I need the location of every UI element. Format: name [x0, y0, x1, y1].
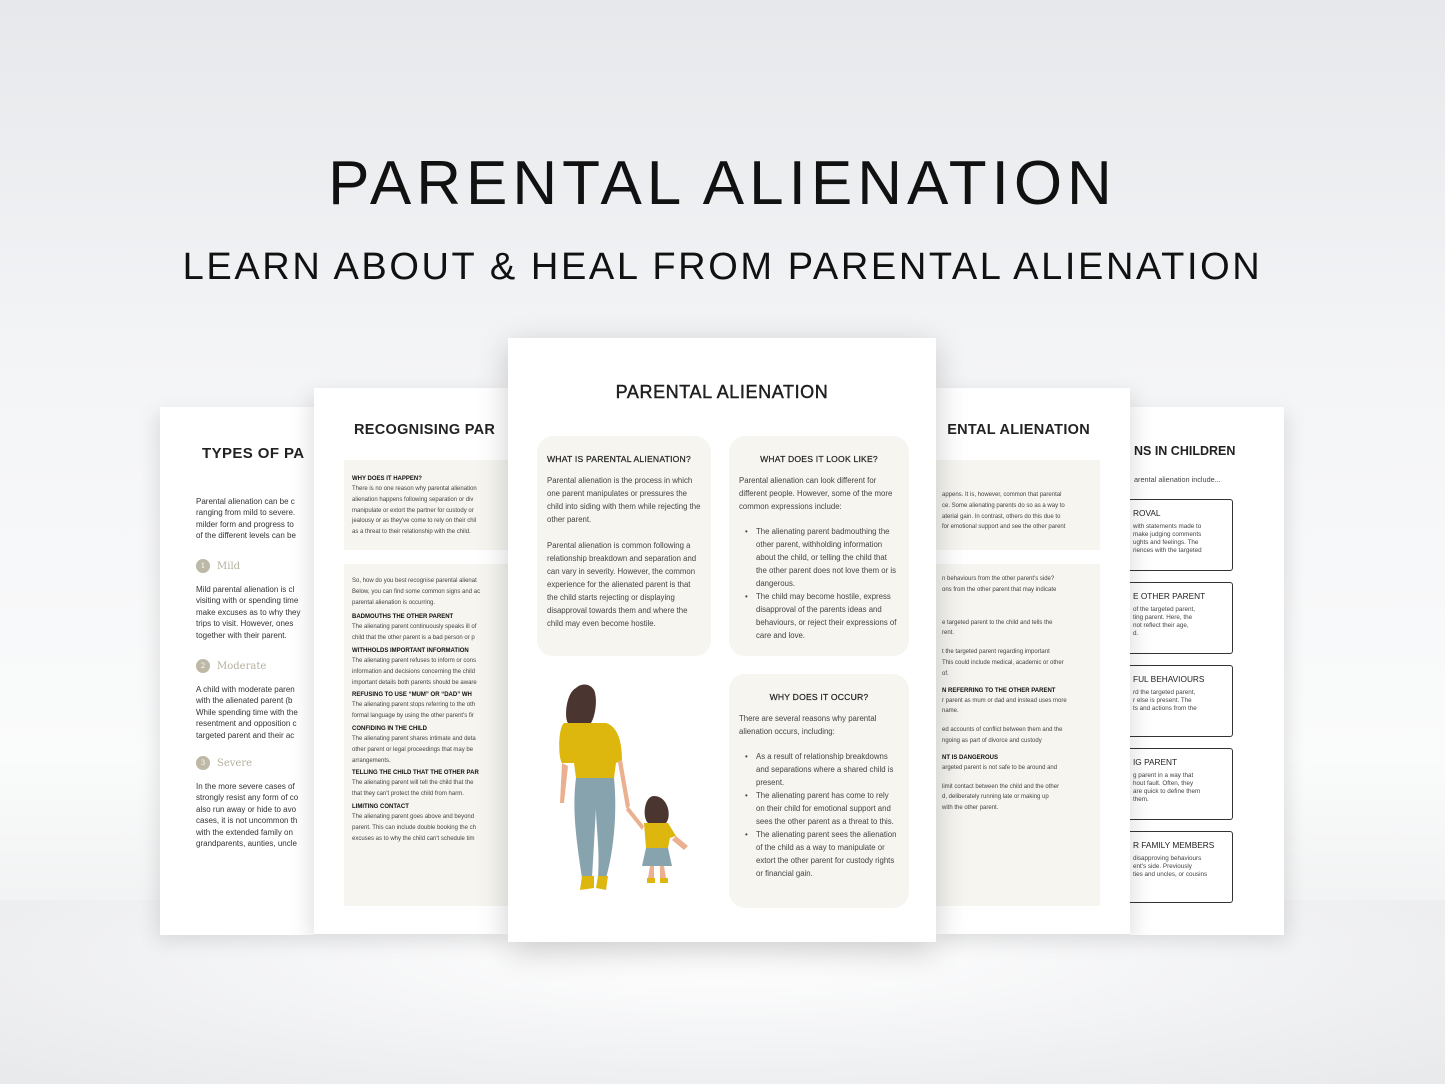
sign-box-text: make judging comments — [1133, 531, 1202, 538]
bullet-item: • The alienating parent sees the alienation of the child as a way to manipulate or extort the other parent for custody rights or financial gain. — [739, 828, 899, 880]
text-line: The alienating parent goes above and beyond — [352, 813, 475, 820]
text-line: appens. It is, however, common that parental — [942, 492, 1062, 498]
text-line: important details both parents should be aware — [352, 679, 477, 686]
sign-item — [352, 726, 508, 766]
page-signs-in-children — [1130, 407, 1284, 935]
sign-box-text: ughts and feelings. The — [1133, 539, 1199, 546]
level-heading — [196, 559, 240, 573]
sign-box-text: d. — [1133, 630, 1139, 637]
bullet-item: • As a result of relationship breakdowns and separations where a shared child is present. — [739, 750, 899, 789]
sign-heading: REFUSING TO USE “MUM” OR “DAD” WH — [352, 692, 472, 699]
signs-box — [936, 564, 1100, 906]
sign-box — [1130, 499, 1233, 571]
text-line: The alienating parent refuses to inform or cons — [352, 657, 477, 664]
sign-box-text: not reflect their age, — [1133, 622, 1189, 629]
text-line: There is no one reason why parental alienation — [352, 486, 477, 492]
text-line: milder form and progress to — [196, 519, 294, 529]
main-title: PARENTAL ALIENATION — [328, 149, 1117, 218]
sign-item — [942, 647, 1100, 679]
sign-box — [1130, 582, 1233, 654]
sign-text — [942, 618, 1100, 640]
sign-box-text: rd the targeted parent, — [1133, 689, 1196, 696]
sign-text — [352, 778, 508, 800]
level-heading — [196, 659, 266, 673]
section-heading: WHY DOES IT HAPPEN? — [352, 476, 422, 482]
text-line: The alienating parent continuously speaks ill of — [352, 624, 477, 631]
sign-box-text: ting parent. Here, the — [1133, 614, 1193, 621]
text-line: make excuses as to why they — [196, 607, 301, 617]
level-number-badge: 1 — [196, 559, 210, 573]
sign-box-title: FUL BEHAVIOURS — [1133, 674, 1205, 684]
sign-text — [352, 622, 508, 644]
text-line: rent. — [942, 630, 955, 637]
text-line: strongly resist any form of co — [196, 793, 299, 803]
text-line: also run away or hide to avo — [196, 804, 297, 814]
sign-box-text: g parent in a way that — [1133, 772, 1194, 779]
sign-box — [1130, 665, 1233, 737]
text-line: together with their parent. — [196, 630, 287, 640]
why-happen-box — [344, 460, 508, 550]
card-heading: WHY DOES IT OCCUR? — [769, 692, 869, 702]
text-line: argeted parent is not safe to be around and — [942, 764, 1058, 771]
level-text — [196, 684, 298, 741]
text-line: ngoing as part of divorce and custody — [942, 737, 1042, 744]
text-line: targeted parent and their ac — [196, 730, 295, 740]
text-line: A child with moderate paren — [196, 685, 295, 694]
level-text — [196, 781, 298, 849]
page-recognising-continued — [936, 388, 1130, 934]
sign-item — [942, 725, 1100, 747]
text-line: with the extended family on — [196, 827, 293, 837]
text-line: manipulate or extort the partner for custody or — [352, 507, 474, 514]
text-line: So, how do you best recognise parental alienat — [352, 578, 477, 584]
sign-box-text: ties and uncles, or cousins — [1133, 871, 1208, 878]
text-line: This could include medical, academic or other — [942, 659, 1064, 666]
text-line: Mild parental alienation is cl — [196, 585, 295, 594]
text-line: trips to visit. However, ones — [196, 619, 294, 629]
sign-box-text: disapproving behaviours — [1133, 855, 1202, 862]
text-line: r parent as mum or dad and instead uses more — [942, 697, 1067, 704]
text-line: arrangements. — [352, 757, 391, 764]
sign-item — [942, 755, 1100, 774]
sign-text — [352, 700, 508, 722]
sign-heading: CONFIDING IN THE CHILD — [352, 725, 427, 732]
sign-heading: LIMITING CONTACT — [352, 803, 409, 810]
sign-text — [942, 647, 1100, 679]
text-line: excuses as to why the child can't schedule tim — [352, 835, 475, 842]
text-line: that they can't protect the child from harm. — [352, 791, 464, 798]
subtitle: LEARN ABOUT & HEAL FROM PARENTAL ALIENATION — [182, 246, 1263, 288]
text-line: limit contact between the child and the other — [942, 783, 1060, 790]
text-line: grandparents, aunties, uncle — [196, 839, 297, 849]
text-line: In the more severe cases of — [196, 782, 295, 791]
level-number-badge: 3 — [196, 756, 210, 770]
sign-item — [352, 614, 508, 644]
page-title: TYPES OF PA — [202, 445, 305, 462]
sign-box-text: them. — [1133, 796, 1149, 803]
sign-box-text: with statements made to — [1133, 523, 1202, 530]
sign-box-text: hout fault. Often, they — [1133, 780, 1194, 787]
text-line: parental alienation is occurring. — [352, 599, 436, 606]
text-line: e targeted parent to the child and tells the — [942, 619, 1053, 626]
page-types-of-alienation — [160, 407, 314, 935]
level-label: Severe — [217, 757, 253, 769]
sign-text — [352, 812, 508, 844]
sign-box-title: R FAMILY MEMBERS — [1133, 840, 1215, 850]
sign-item — [352, 692, 508, 722]
level-label: Mild — [217, 560, 241, 572]
sign-item — [352, 804, 508, 844]
text-line: ranging from mild to severe. — [196, 508, 296, 518]
sign-heading: BADMOUTHS THE OTHER PARENT — [352, 614, 454, 621]
sign-text — [352, 734, 508, 766]
card-paragraph: Parental alienation can look different for different people. However, some of the more common expressions include: — [739, 476, 893, 511]
level-text — [196, 584, 301, 641]
text-line: ce. Some alienating parents do so as a way to — [942, 502, 1065, 509]
sign-item — [942, 618, 1100, 640]
text-line: While spending time with the — [196, 707, 298, 717]
sign-box-text: of the targeted parent, — [1133, 606, 1195, 613]
card-paragraph: Parental alienation is common following a relationship breakdown and separation and can vary in severity. However, the common experience for the alienated parent is that the child starts rejecting or displaying disapproval towards them and where the child may even become hostile. — [547, 541, 697, 628]
sign-item — [942, 782, 1100, 814]
text-line: name. — [942, 708, 959, 715]
sign-item — [352, 770, 508, 800]
sign-heading: NT IS DANGEROUS — [942, 754, 999, 761]
text-line: information and decisions concerning the child — [352, 668, 476, 675]
text-line: aterial gain. In contrast, others do this due to — [942, 513, 1061, 520]
page-title: PARENTAL ALIENATION — [615, 382, 829, 402]
sign-box-text: are quick to define them — [1133, 788, 1201, 795]
text-line: other parent or legal proceedings that may be — [352, 746, 474, 753]
sign-heading: TELLING THE CHILD THAT THE OTHER PAR — [352, 770, 479, 777]
text-line: n behaviours from the other parent's side? — [942, 576, 1055, 582]
sign-box-text: ent's side. Previously — [1133, 863, 1192, 870]
sign-text — [942, 782, 1100, 814]
text-line: formal language by using the other parent's fir — [352, 713, 474, 720]
text-line: with the other parent. — [942, 805, 999, 812]
page-recognising — [314, 388, 508, 934]
text-line: alienation happens following separation or div — [352, 496, 474, 503]
sign-box-text: riences with the targeted — [1133, 547, 1202, 554]
page-title: NS IN CHILDREN — [1134, 444, 1236, 458]
text-line: d, deliberately running late or making up — [942, 794, 1049, 801]
sign-text — [942, 725, 1100, 747]
sign-box-text: ts and actions from the — [1133, 705, 1197, 712]
sign-item — [352, 648, 508, 688]
sign-heading: N REFERRING TO THE OTHER PARENT — [942, 687, 1056, 694]
card-paragraph: Parental alienation is the process in which one parent manipulates or pressures the child into siding with them while rejecting the other parent. — [547, 476, 701, 524]
text-line: The alienating parent shares intimate and deta — [352, 735, 476, 742]
level-number-badge: 2 — [196, 659, 210, 673]
sign-box-title: ROVAL — [1133, 508, 1161, 518]
intro-text — [196, 496, 296, 542]
level-heading — [196, 756, 252, 770]
text-line: child that the other parent is a bad person or p — [352, 635, 475, 642]
text-line: as a threat to their relationship with the child. — [352, 529, 471, 536]
sign-box-title: IG PARENT — [1133, 757, 1178, 767]
intro-text: arental alienation include... — [1134, 475, 1221, 484]
text-line: Parental alienation can be c — [196, 497, 295, 506]
text-line: with the alienated parent (b — [196, 696, 293, 706]
card-why-occur — [729, 674, 909, 908]
text-line: The alienating parent will tell the child that the — [352, 780, 474, 787]
level-label: Moderate — [217, 660, 267, 672]
sign-box — [1130, 831, 1233, 903]
text-line: for emotional support and see the other parent — [942, 524, 1066, 531]
sign-text — [942, 763, 1100, 774]
sign-item — [942, 688, 1100, 718]
card-what-is — [537, 436, 711, 656]
sign-heading: WITHHOLDS IMPORTANT INFORMATION — [352, 647, 469, 654]
signs-box — [344, 564, 508, 906]
card-heading: WHAT DOES IT LOOK LIKE? — [760, 454, 878, 464]
mother-child-illustration — [556, 678, 706, 903]
bullet-item: • The alienating parent badmouthing the other parent, withholding information about the child, or telling the child that the other parent does not love them or is dangerous. — [739, 525, 899, 590]
sign-text — [352, 656, 508, 688]
text-line: The alienating parent stops referring to the oth — [352, 702, 476, 709]
page-title: ENTAL ALIENATION — [947, 422, 1090, 438]
text-line: of. — [942, 670, 949, 677]
page-title: RECOGNISING PAR — [354, 422, 496, 438]
card-looks-like — [729, 436, 909, 656]
text-line: visiting with or spending time — [196, 596, 299, 606]
text-line: parent. This can include double booking the ch — [352, 824, 476, 831]
sign-box — [1130, 748, 1233, 820]
sign-box-title: E OTHER PARENT — [1133, 591, 1206, 601]
page-parental-alienation — [508, 338, 936, 942]
sign-box-text: r else is present. The — [1133, 697, 1192, 704]
text-line: t the targeted parent regarding important — [942, 649, 1050, 656]
text-line: ons from the other parent that may indicate — [942, 586, 1057, 593]
why-happen-box — [936, 460, 1100, 550]
text-line: of the different levels can be — [196, 531, 296, 541]
bullet-item: • The child may become hostile, express disapproval of the parents ideas and behaviours, or reject their expressions of care and love. — [739, 590, 899, 642]
card-heading: WHAT IS PARENTAL ALIENATION? — [547, 454, 691, 464]
text-line: ed accounts of conflict between them and the — [942, 727, 1063, 734]
card-paragraph: There are several reasons why parental alienation occurs, including: — [739, 714, 877, 736]
text-line: Below, you can find some common signs and ac — [352, 588, 481, 595]
sign-text — [942, 696, 1100, 718]
text-line: cases, it is not uncommon th — [196, 816, 298, 826]
text-line: resentment and opposition c — [196, 719, 297, 729]
text-line: jealousy or as they've come to rely on their chil — [352, 518, 477, 525]
bullet-item: • The alienating parent has come to rely on their child for emotional support and sees the other parent as a threat to this. — [739, 789, 899, 828]
